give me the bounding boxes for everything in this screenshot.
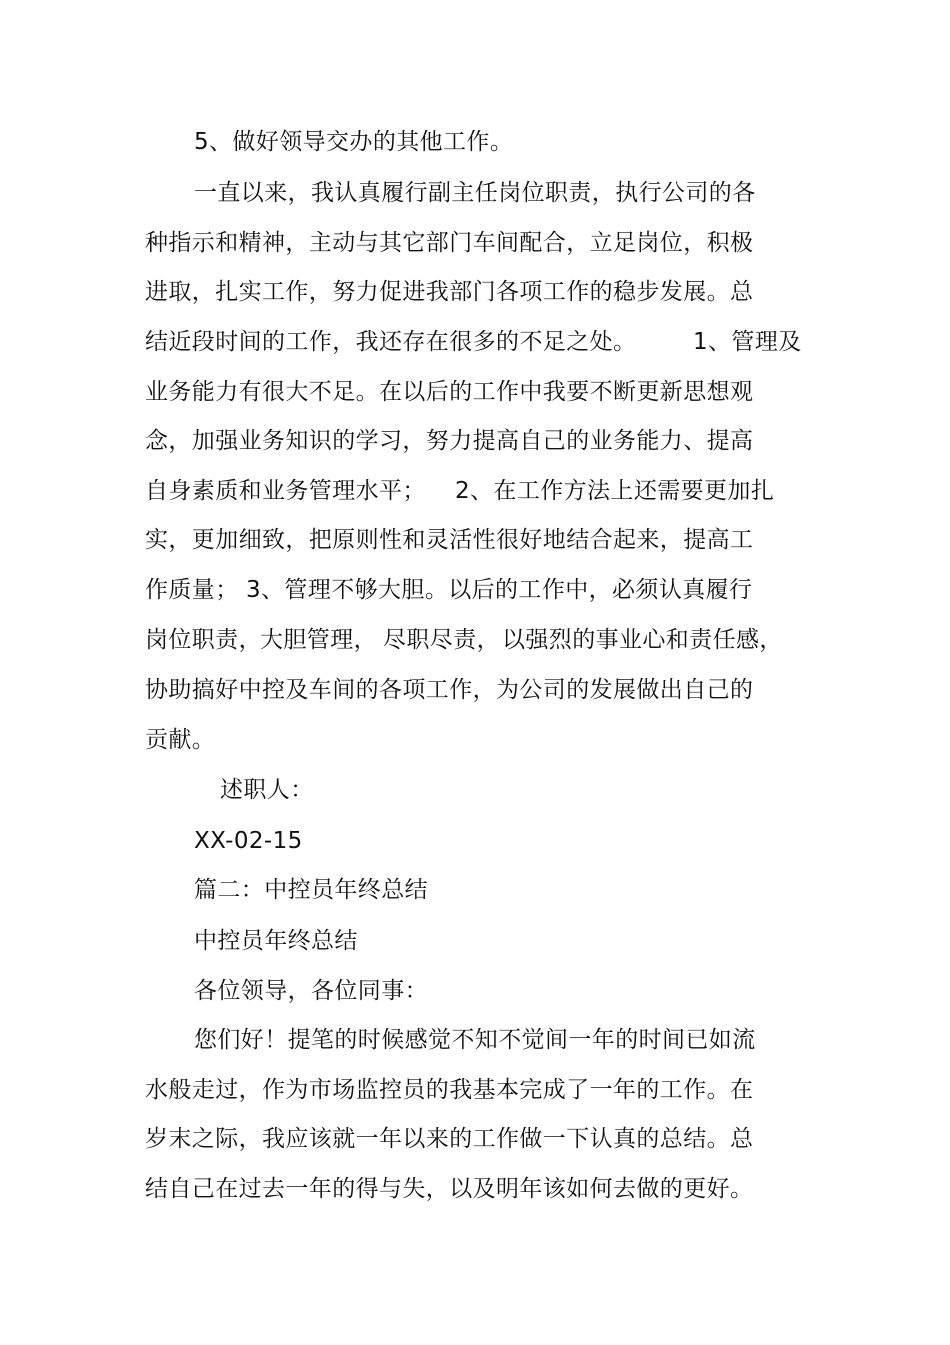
text-line: 实，更加细致，把原则性和灵活性很好地结合起来，提高工 xyxy=(145,527,754,553)
text-line: 结近段时间的工作，我还存在很多的不足之处。 xyxy=(145,329,637,355)
list-item-1-start: 1、管理及 xyxy=(693,329,802,355)
text-segment: 岗位职责， xyxy=(145,627,262,653)
text-line: 贡献。 xyxy=(145,727,216,753)
paragraph-start: 一直以来，我认真履行副主任岗位职责，执行公司的各 xyxy=(194,180,756,206)
section-title: 中控员年终总结 xyxy=(194,928,358,954)
text-line: 作质量； xyxy=(145,577,239,603)
signature-label: 述职人： xyxy=(220,777,314,803)
text-segment: 大胆管理， xyxy=(260,627,377,653)
text-line: 种指示和精神，主动与其它部门车间配合，立足岗位，积极 xyxy=(145,230,754,256)
list-item-2-start: 2、在工作方法上还需要更加扎 xyxy=(455,478,775,504)
section-heading: 篇二：中控员年终总结 xyxy=(194,877,428,903)
text-line: 5、做好领导交办的其他工作。 xyxy=(194,129,514,155)
text-line: 协助搞好中控及车间的各项工作，为公司的发展做出自己的 xyxy=(145,677,754,703)
text-segment: 以强烈的事业心和责任感， xyxy=(502,627,783,653)
text-line: 业务能力有很大不足。在以后的工作中我要不断更新思想观 xyxy=(145,379,754,405)
paragraph-start: 您们好！提笔的时候感觉不知不觉间一年的时间已如流 xyxy=(194,1027,756,1053)
text-line: 水般走过，作为市场监控员的我基本完成了一年的工作。在 xyxy=(145,1077,754,1103)
text-line: 自身素质和业务管理水平； xyxy=(145,478,426,504)
text-segment: 尽职尽责， xyxy=(383,627,500,653)
text-line: 结自己在过去一年的得与失，以及明年该如何去做的更好。 xyxy=(145,1176,754,1202)
text-line: 念，加强业务知识的学习，努力提高自己的业务能力、提高 xyxy=(145,428,754,454)
signature-date: XX-02-15 xyxy=(194,828,303,854)
text-line: 岁末之际，我应该就一年以来的工作做一下认真的总结。总 xyxy=(145,1126,754,1152)
text-line: 进取，扎实工作，努力促进我部门各项工作的稳步发展。总 xyxy=(145,279,754,305)
salutation: 各位领导，各位同事： xyxy=(194,978,428,1004)
list-item-3-start: 3、管理不够大胆。以后的工作中，必须认真履行 xyxy=(246,577,753,603)
